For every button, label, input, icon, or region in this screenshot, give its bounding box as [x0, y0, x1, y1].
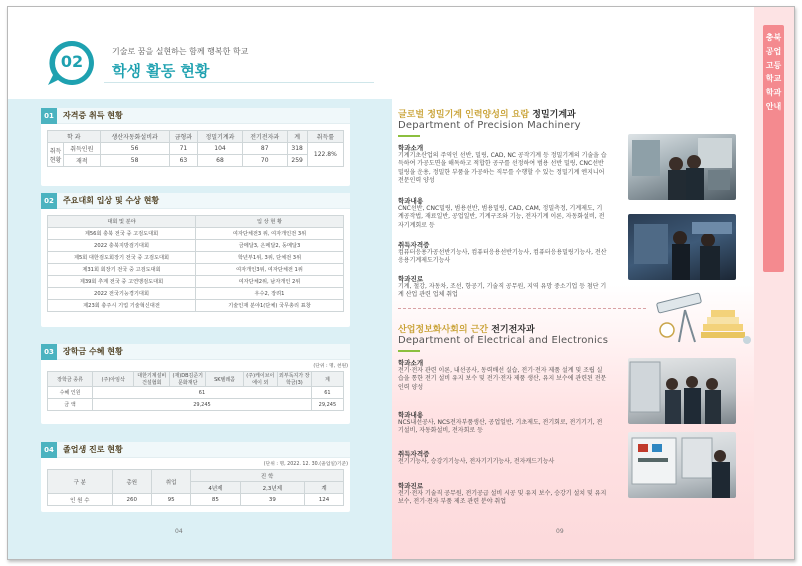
- table-header: 취업: [151, 470, 190, 494]
- section-number: 01: [41, 108, 57, 124]
- dept1-career-label: 학과진로: [398, 275, 424, 283]
- table-cell: 68: [198, 155, 243, 167]
- dept1-intro-label: 학과소개: [398, 144, 424, 152]
- section-certificates: [41, 108, 350, 186]
- dept2-english: Department of Electrical and Electronics: [398, 335, 609, 346]
- dept1-career: 기계, 철강, 자동차, 조선, 항공기, 기술직 공무원, 지역 유망 중소기업 등 첨단 기계 산업 관련 업체 취업: [398, 283, 607, 299]
- table-header: (주)케이브이에이 외: [243, 372, 277, 387]
- dept2-cert: 전기기능사, 승강기기능사, 전자기기기능사, 전자캐드기능사: [398, 458, 555, 465]
- dept2-tagline: 산업정보화사회의 근간: [398, 325, 489, 335]
- section-title: 졸업생 진로 현황: [63, 445, 123, 454]
- table-cell: 85: [191, 494, 240, 506]
- table-header: 외부독지가 장학금(3): [279, 373, 310, 386]
- section-title: 장학금 수혜 현황: [63, 347, 123, 356]
- table-cell: 우수2, 장려1: [196, 288, 344, 300]
- table-header: (재)DB김준기문화재단: [170, 372, 206, 387]
- table-cell: 기술인재 분야1(단체) 국무총리 표창: [196, 300, 344, 312]
- section-divider: [398, 308, 646, 309]
- electrical-photo-2: [628, 432, 736, 498]
- table-header: 진 학: [191, 470, 344, 482]
- page-title: 학생 활동 현황: [112, 62, 210, 80]
- page-number-right: 09: [556, 528, 564, 535]
- table-cell: 95: [151, 494, 190, 506]
- table-cell: 제31회 회장기 전국 중 고검도대회: [48, 264, 196, 276]
- side-tab-text: 충북공업고등학교학과안내: [765, 33, 782, 111]
- table-cell: 29,245: [93, 399, 312, 411]
- dept1-content: CNC선반, CNC밀링, 범용선반, 범용밀링, CAD, CAM, 정밀측정, 기계제도, 기계공작법, 재료일반, 공업일반, 기계구조와 기능, 전자기계 이론, 자동화설비, 전자기계회로 등: [398, 205, 605, 229]
- table-cell: 금 액: [48, 399, 93, 411]
- table-cell: 재적: [64, 155, 101, 167]
- table-header: 계: [305, 482, 344, 494]
- dept2-cert-label: 취득자격증: [398, 450, 430, 458]
- table-cell: 2022 전국기능경기대회: [48, 288, 196, 300]
- section-number: 02: [41, 193, 57, 209]
- section-awards: [41, 193, 350, 327]
- dept2-name: 전기전자과: [491, 325, 535, 335]
- dept1-english: Department of Precision Machinery: [398, 120, 581, 131]
- section-header: [41, 193, 350, 209]
- dept2-content-label: 학과내용: [398, 411, 424, 419]
- dept2-content: NCS내선공사, NCS전자부품생산, 공업일반, 기초제도, 전기회로, 전기기기, 전기설비, 자동화설비, 전자회로 등: [398, 419, 603, 435]
- table-header: 구 분: [48, 470, 113, 494]
- table-header: 총원: [112, 470, 151, 494]
- table-header: 대한기계설비건설협회: [134, 372, 170, 387]
- table-cell: 수혜 인원: [48, 387, 93, 399]
- scholarship-table: [47, 371, 344, 411]
- table-cell: 제23회 충주시 기업 기술혁신대전: [48, 300, 196, 312]
- section-header: [41, 442, 350, 458]
- table-cell: 63: [169, 155, 198, 167]
- machinery-photo-1: [628, 134, 736, 200]
- dept1-tagline: 글로벌 정밀기계 인력양성의 요람: [398, 110, 530, 120]
- dept1-intro: 기계기초산업의 주역인 선반, 밀링, CAD, NC 공작기계 등 정밀기계의 기술을 습득하여 가공도면을 해독하고 적합한 공구를 선정하여 범용 선반 밀링, CNC선반 밀링을 운용, 정밀한 부품을 가공하는 직무를 수행할 수 있는 정밀기계 엔지니어 전문인력 양성: [398, 152, 607, 185]
- graduates-table: [47, 469, 344, 506]
- table-cell: 취득인원: [64, 143, 101, 155]
- table-cell: 71: [169, 143, 198, 155]
- table-header: 대회 및 분야: [48, 216, 196, 228]
- section-header: [41, 344, 350, 360]
- table-header: 계: [287, 131, 307, 143]
- table-cell: 259: [287, 155, 307, 167]
- table-header: (주)아임삭: [93, 372, 134, 387]
- page-subtitle: 기술로 꿈을 실현하는 함께 행복한 학교: [112, 47, 249, 56]
- table-cell: 61: [93, 387, 312, 399]
- table-header: SK텔레콤: [206, 372, 244, 387]
- table-cell: 87: [242, 143, 287, 155]
- section-number: 03: [41, 344, 57, 360]
- microscope-illustration-icon: [655, 292, 755, 350]
- table-header: 금형과: [169, 131, 198, 143]
- table-cell: 39: [240, 494, 304, 506]
- table-header: 정밀기계과: [198, 131, 243, 143]
- table-header: 전기전자과: [242, 131, 287, 143]
- dept2-divider: [398, 350, 420, 352]
- table-header: 계: [311, 372, 343, 387]
- title-divider: [104, 82, 374, 83]
- table-cell: 260: [112, 494, 151, 506]
- table-header: 4년제: [191, 482, 240, 494]
- table-header: 장학금 종류: [48, 372, 93, 387]
- section-scholarship: [41, 344, 350, 424]
- section-title: 자격증 취득 현황: [63, 111, 123, 120]
- table-note: (단위 : 명, 천원): [313, 364, 348, 369]
- table-cell: 29,245: [311, 399, 343, 411]
- electrical-photo-1: [628, 358, 736, 424]
- awards-table: [47, 215, 344, 312]
- section-header: [41, 108, 350, 124]
- table-cell: 제56회 충북 전국 중 고검도대회: [48, 228, 196, 240]
- table-note: (단위 : 명, 2022. 12. 30.(졸업일)기준): [263, 462, 348, 467]
- section-title: 주요대회 입상 및 수상 현황: [63, 196, 160, 205]
- table-cell: 여자단체2위, 남자개인 2위: [196, 276, 344, 288]
- table-cell: 61: [311, 387, 343, 399]
- table-cell: 2022 충북지방검기대회: [48, 240, 196, 252]
- dept1-name: 정밀기계과: [532, 110, 576, 120]
- dept2-career-label: 학과진로: [398, 482, 424, 490]
- table-header: 학 과: [48, 131, 101, 143]
- dept1-content-label: 학과내용: [398, 197, 424, 205]
- machinery-photo-2: [628, 214, 736, 280]
- certificates-table: [47, 130, 344, 167]
- table-cell: 124: [305, 494, 344, 506]
- table-header: 입 상 현 황: [196, 216, 344, 228]
- table-cell: 인 원 수: [48, 494, 113, 506]
- section-badge-number: 02: [60, 52, 84, 71]
- table-cell: 취득 현황: [48, 143, 64, 167]
- table-cell: 여자단체전3 위, 여자개인전 3위: [196, 228, 344, 240]
- section-number: 04: [41, 442, 57, 458]
- dept2-heading: [398, 322, 535, 335]
- table-header: 취득률: [307, 131, 343, 143]
- table-cell: 318: [287, 143, 307, 155]
- table-header: 생산자동화설비과: [100, 131, 169, 143]
- dept1-divider: [398, 135, 420, 137]
- dept2-intro: 전기·전자 관련 이론, 내선공사, 동력배선 실습, 전기·전자 제품 설계 및 조립 실습을 통한 전기 설비 유지 보수 및 전기·전자 제품 생산, 유지 보수에 관련된 전문인력 양성: [398, 367, 607, 391]
- dept1-heading: [398, 107, 576, 120]
- table-cell: 여자개인3위, 여자단체전 1위: [196, 264, 344, 276]
- table-cell: 122.8%: [307, 143, 343, 167]
- table-cell: 104: [198, 143, 243, 155]
- table-header: 2,3년제: [240, 482, 304, 494]
- table-cell: 학년부1위, 3위, 단체전 3위: [196, 252, 344, 264]
- dept1-cert: 컴퓨터응용가공선반기능사, 컴퓨터응용선반기능사, 컴퓨터응용밀링기능사, 전산응용기계제도기능사: [398, 249, 607, 265]
- dept2-intro-label: 학과소개: [398, 359, 424, 367]
- table-cell: 56: [100, 143, 169, 155]
- dept2-career: 전기·전자 기술직 공무원, 전기공급 설비 시공 및 유지 보수, 승강기 설치 및 유지 보수, 전기·전자 부품 제조 관련 분야 취업: [398, 490, 607, 506]
- table-cell: 70: [242, 155, 287, 167]
- table-cell: 58: [100, 155, 169, 167]
- page-number-left: 04: [175, 528, 183, 535]
- table-cell: 금메달3, 은메달2, 동메달3: [196, 240, 344, 252]
- dept1-cert-label: 취득자격증: [398, 241, 430, 249]
- section-graduates: [41, 442, 350, 512]
- table-cell: 제39회 추계 전국 중 고연맹검도대회: [48, 276, 196, 288]
- table-cell: 제5회 대한검도회장기 전국 중 고검도대회: [48, 252, 196, 264]
